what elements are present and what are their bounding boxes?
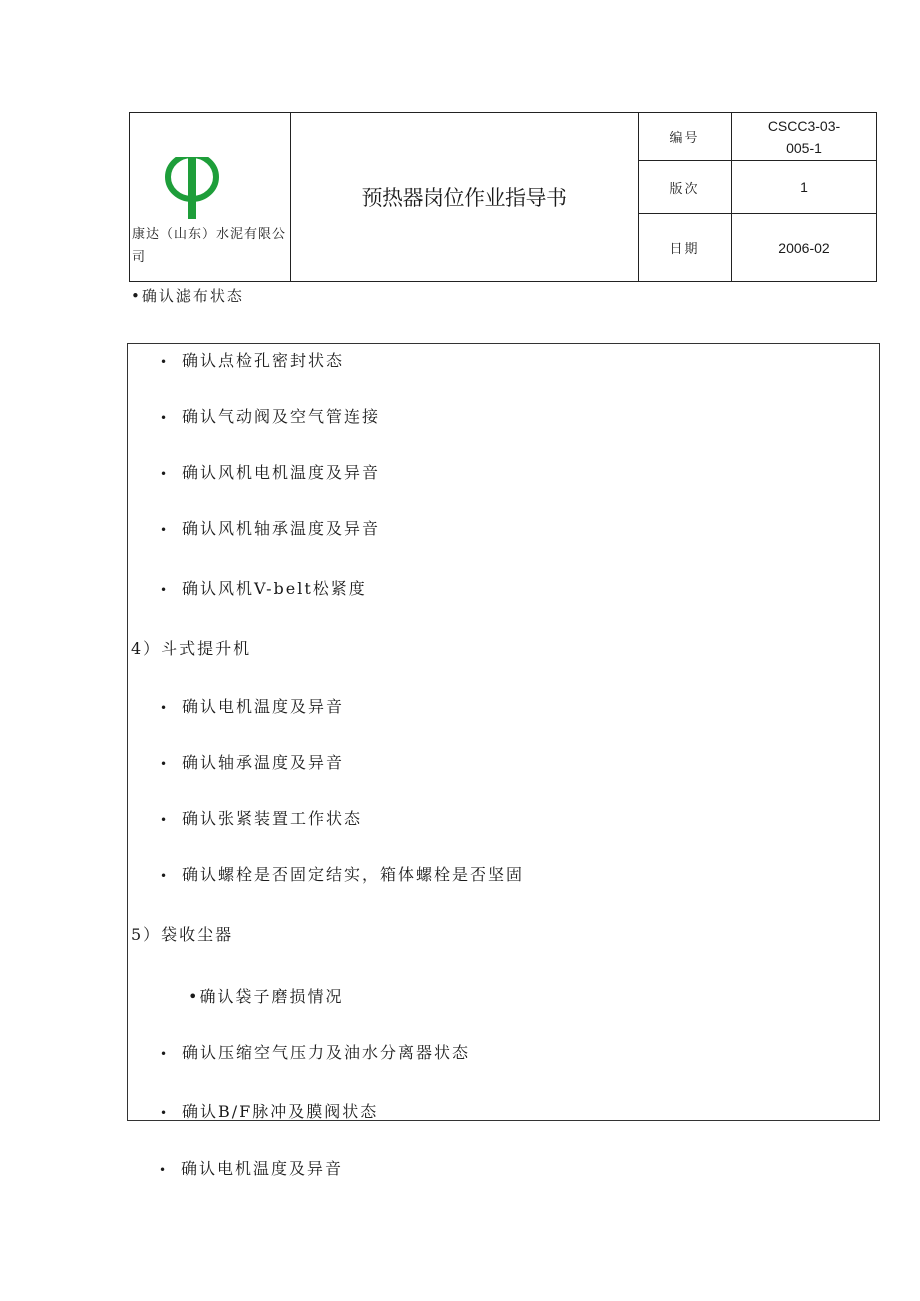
list-item: • 确认张紧装置工作状态 — [160, 809, 363, 828]
company-logo-icon — [162, 149, 222, 221]
document-title: 预热器岗位作业指导书 — [361, 186, 567, 210]
list-item: • 确认点检孔密封状态 — [160, 351, 345, 370]
logo-cell — [130, 113, 290, 281]
list-item: • 确认风机轴承温度及异音 — [160, 519, 381, 538]
list-item: • 确认电机温度及异音 — [160, 697, 345, 716]
list-item: • 确认风机电机温度及异音 — [160, 463, 381, 482]
label-date: 日期 — [669, 242, 700, 257]
list-item: • 确认压缩空气压力及油水分离器状态 — [160, 1043, 471, 1062]
list-item: • 确认电机温度及异音 — [159, 1159, 344, 1178]
bullet-filter-cloth: •确认滤布状态 — [131, 287, 244, 305]
list-item: • 确认风机V-belt松紧度 — [160, 579, 367, 598]
list-item: • 确认气动阀及空气管连接 — [160, 407, 381, 426]
value-version: 1 — [800, 179, 808, 195]
company-name: 康达（山东）水泥有限公司 — [132, 227, 287, 265]
value-number: CSCC3-03-005-1 — [767, 117, 841, 156]
list-item: • 确认轴承温度及异音 — [160, 753, 345, 772]
section-heading-elevator: 4）斗式提升机 — [131, 639, 252, 658]
content-box — [127, 343, 880, 1121]
label-number: 编号 — [669, 131, 700, 146]
list-item: • 确认B/F脉冲及膜阀状态 — [160, 1102, 379, 1121]
section-heading-bag-filter: 5）袋收尘器 — [131, 925, 234, 944]
list-item: •确认袋子磨损情况 — [188, 987, 344, 1006]
value-date: 2006-02 — [778, 239, 830, 256]
label-version: 版次 — [669, 181, 700, 197]
header-table — [129, 112, 877, 282]
list-item: • 确认螺栓是否固定结实，箱体螺栓是否坚固 — [160, 865, 525, 884]
